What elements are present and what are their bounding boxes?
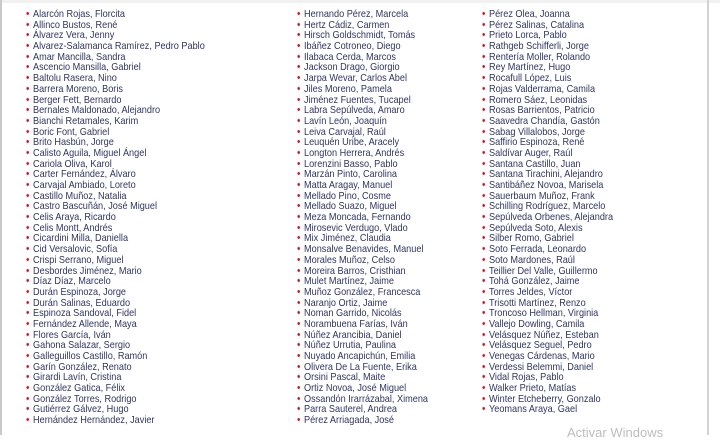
- bullet-icon: •: [296, 371, 301, 384]
- member-name: Soto Ferrada, Leonardo: [489, 244, 587, 256]
- bullet-icon: •: [25, 243, 30, 256]
- bullet-icon: •: [481, 50, 486, 63]
- bullet-icon: •: [296, 29, 301, 42]
- bullet-icon: •: [481, 136, 486, 149]
- member-name: Amar Mancilla, Sandra: [33, 51, 126, 63]
- bullet-icon: •: [481, 339, 486, 352]
- bullet-icon: •: [481, 61, 486, 74]
- bullet-icon: •: [25, 296, 30, 309]
- member-name: Calisto Aguila, Miguel Ángel: [33, 147, 147, 159]
- member-name: Espinoza Sandoval, Fidel: [33, 308, 137, 320]
- member-name: Hernández Hernández, Javier: [33, 415, 155, 427]
- bullet-icon: •: [296, 8, 301, 20]
- bullet-icon: •: [296, 350, 301, 362]
- bullet-icon: •: [481, 371, 486, 384]
- member-name: Yeomans Araya, Gael: [489, 404, 578, 416]
- member-name: Sepúlveda Soto, Alexis: [489, 222, 583, 234]
- bullet-icon: •: [296, 40, 301, 53]
- member-name: Desbordes Jiménez, Mario: [33, 265, 142, 277]
- member-name: Ascencio Mansilla, Gabriel: [33, 62, 141, 74]
- member-name: Verdessi Belemmi, Daniel: [489, 361, 594, 373]
- bullet-icon: •: [481, 179, 486, 191]
- bullet-icon: •: [481, 146, 486, 159]
- member-name: Durán Salinas, Eduardo: [33, 297, 131, 309]
- bullet-icon: •: [481, 307, 486, 320]
- member-name: Girardi Lavín, Cristina: [33, 372, 122, 384]
- bullet-icon: •: [481, 72, 486, 85]
- member-name: Boric Font, Gabriel: [33, 126, 110, 138]
- left-border: [0, 0, 2, 435]
- member-name: Meza Moncada, Fernando: [304, 212, 411, 224]
- bullet-icon: •: [296, 189, 301, 202]
- bullet-icon: •: [296, 403, 301, 416]
- bullet-icon: •: [481, 403, 486, 416]
- member-name: Jiménez Fuentes, Tucapel: [304, 94, 411, 106]
- bullet-icon: •: [481, 29, 486, 42]
- member-name: González Gatica, Félix: [33, 383, 125, 395]
- bullet-icon: •: [25, 29, 30, 42]
- member-name: Velásquez Núñez, Esteban: [489, 329, 599, 341]
- member-name: Garín González, Renato: [33, 361, 132, 373]
- member-name: Núñez Urrutia, Paulina: [304, 340, 397, 352]
- bullet-icon: •: [296, 168, 301, 181]
- member-name: Alvarez-Salamanca Ramírez, Pedro Pablo: [33, 41, 205, 53]
- bullet-icon: •: [481, 211, 486, 224]
- bullet-icon: •: [25, 18, 30, 31]
- bullet-icon: •: [481, 317, 486, 330]
- member-name: Tohá González, Jaime: [489, 276, 580, 288]
- bullet-icon: •: [296, 328, 301, 341]
- member-name: Leiva Carvajal, Raúl: [304, 126, 386, 138]
- bullet-icon: •: [25, 146, 30, 159]
- bullet-icon: •: [25, 157, 30, 170]
- member-name: Barrera Moreno, Boris: [33, 83, 123, 95]
- member-name: Parra Sauterel, Andrea: [304, 404, 398, 416]
- bullet-icon: •: [296, 253, 301, 266]
- member-name: Velásquez Seguel, Pedro: [489, 340, 592, 352]
- bullet-icon: •: [25, 125, 30, 138]
- bullet-icon: •: [296, 200, 301, 213]
- member-name: Jarpa Wevar, Carlos Abel: [304, 73, 408, 85]
- member-name: Prieto Lorca, Pablo: [489, 30, 567, 42]
- bullet-icon: •: [481, 8, 486, 20]
- name-column-1: [25, 8, 248, 427]
- member-name: Torres Jeldes, Víctor: [489, 286, 573, 298]
- bullet-icon: •: [25, 93, 30, 106]
- member-name: Castillo Muñoz, Natalia: [33, 190, 127, 202]
- member-name: Sauerbaum Muñoz, Frank: [489, 190, 595, 202]
- member-name: Ibáñez Cotroneo, Diego: [304, 41, 401, 53]
- bullet-icon: •: [481, 93, 486, 106]
- member-name: Mellado Suazo, Miguel: [304, 201, 397, 213]
- member-name: Trisotti Martínez, Renzo: [489, 297, 586, 309]
- bullet-icon: •: [481, 392, 486, 405]
- member-name: Ossandón Irarrázabal, Ximena: [304, 393, 429, 405]
- member-name: Sabag Villalobos, Jorge: [489, 126, 585, 138]
- bullet-icon: •: [25, 61, 30, 74]
- bullet-icon: •: [25, 371, 30, 384]
- member-name: Orsini Pascal, Maite: [304, 372, 386, 384]
- member-name: Bianchi Retamales, Karim: [33, 115, 139, 127]
- bullet-icon: •: [296, 339, 301, 352]
- bullet-icon: •: [296, 296, 301, 309]
- member-name: Longton Herrera, Andrés: [304, 147, 405, 159]
- bullet-icon: •: [481, 232, 486, 245]
- bullet-icon: •: [296, 125, 301, 138]
- member-name: Santana Castillo, Juan: [489, 158, 581, 170]
- member-name: Galleguillos Castillo, Ramón: [33, 351, 148, 362]
- member-name: Ortiz Novoa, José Miguel: [304, 383, 407, 395]
- bullet-icon: •: [25, 40, 30, 53]
- member-name: Nuyado Ancapichún, Emilia: [304, 351, 416, 362]
- member-name: Labra Sepúlveda, Amaro: [304, 105, 405, 117]
- bullet-icon: •: [25, 72, 30, 85]
- member-name: Mirosevic Verdugo, Vlado: [304, 222, 408, 234]
- bullet-icon: •: [481, 328, 486, 341]
- member-name: Hirsch Goldschmidt, Tomás: [304, 30, 416, 42]
- bullet-icon: •: [296, 50, 301, 63]
- bullet-icon: •: [296, 275, 301, 288]
- bullet-icon: •: [25, 50, 30, 63]
- member-name: Jiles Moreno, Pamela: [304, 83, 392, 95]
- bullet-icon: •: [481, 382, 486, 395]
- bullet-icon: •: [296, 392, 301, 405]
- member-name: Marzán Pinto, Carolina: [304, 169, 398, 181]
- bullet-icon: •: [296, 264, 301, 277]
- member-name: Rentería Moller, Rolando: [489, 51, 591, 63]
- bullet-icon: •: [25, 275, 30, 288]
- member-name: Sepúlveda Orbenes, Alejandra: [489, 212, 614, 224]
- member-name: Ilabaca Cerda, Marcos: [304, 51, 396, 63]
- member-name: Santana Tirachini, Alejandro: [489, 169, 603, 181]
- member-name: Santibáñez Novoa, Marisela: [489, 180, 604, 191]
- bullet-icon: •: [481, 18, 486, 31]
- member-name: Saavedra Chandía, Gastón: [489, 115, 600, 127]
- bullet-icon: •: [25, 264, 30, 277]
- bullet-icon: •: [25, 317, 30, 330]
- bullet-icon: •: [25, 414, 30, 427]
- member-name: Rey Martínez, Hugo: [489, 62, 571, 74]
- bullet-icon: •: [25, 232, 30, 245]
- bullet-icon: •: [296, 243, 301, 256]
- bullet-icon: •: [481, 243, 486, 256]
- member-name: Silber Romo, Gabriel: [489, 233, 574, 245]
- member-name: Leuquén Uribe, Aracely: [304, 137, 400, 149]
- bullet-icon: •: [25, 253, 30, 266]
- bullet-icon: •: [296, 18, 301, 31]
- member-name: Pérez Salinas, Catalina: [489, 19, 585, 31]
- bullet-icon: •: [296, 61, 301, 74]
- name-column-3: [481, 8, 704, 416]
- member-name: Saffirio Espinoza, René: [489, 137, 585, 149]
- bullet-icon: •: [481, 104, 486, 117]
- bullet-icon: •: [296, 232, 301, 245]
- bullet-icon: •: [481, 168, 486, 181]
- bullet-icon: •: [25, 339, 30, 352]
- bullet-icon: •: [25, 307, 30, 320]
- bullet-icon: •: [481, 221, 486, 234]
- member-name: Mulet Martínez, Jaime: [304, 276, 394, 288]
- member-name: Pérez Arriagada, José: [304, 415, 394, 427]
- member-name: Cariola Oliva, Karol: [33, 158, 112, 170]
- bullet-icon: •: [481, 125, 486, 138]
- member-name: Morales Muñoz, Celso: [304, 254, 395, 266]
- member-name: Álvarez Vera, Jenny: [33, 30, 115, 42]
- bullet-icon: •: [296, 414, 301, 427]
- bullet-icon: •: [481, 40, 486, 53]
- member-name: Carter Fernández, Álvaro: [33, 169, 136, 181]
- member-name: Rosas Barrientos, Patricio: [489, 105, 595, 117]
- member-name: Celis Montt, Andrés: [33, 222, 113, 234]
- bullet-icon: •: [296, 179, 301, 191]
- member-name: Gutiérrez Gálvez, Hugo: [33, 404, 129, 416]
- bullet-icon: •: [296, 157, 301, 170]
- member-name: Cicardini Milla, Daniella: [33, 233, 129, 245]
- member-name: González Torres, Rodrigo: [33, 393, 137, 405]
- member-name: Norambuena Farías, Iván: [304, 318, 408, 330]
- member-name: Walker Prieto, Matías: [489, 383, 577, 395]
- bullet-icon: •: [296, 307, 301, 320]
- bullet-icon: •: [296, 72, 301, 85]
- bullet-icon: •: [25, 328, 30, 341]
- bullet-icon: •: [481, 275, 486, 288]
- bullet-icon: •: [296, 82, 301, 95]
- bullet-icon: •: [481, 285, 486, 298]
- member-name: Cid Versalovic, Sofía: [33, 244, 118, 256]
- name-column-2: [296, 8, 519, 427]
- bullet-icon: •: [296, 360, 301, 373]
- member-name: Mellado Pino, Cosme: [304, 190, 391, 202]
- member-name: Carvajal Ambiado, Loreto: [33, 180, 136, 191]
- top-edge: [0, 0, 720, 3]
- bullet-icon: •: [25, 211, 30, 224]
- member-name: Pérez Olea, Joanna: [489, 9, 570, 20]
- bullet-icon: •: [481, 264, 486, 277]
- list-item: [296, 414, 493, 427]
- member-name: Soto Mardones, Raúl: [489, 254, 575, 266]
- member-name: Troncoso Hellman, Virginia: [489, 308, 599, 320]
- member-name: Allinco Bustos, René: [33, 19, 118, 31]
- member-name: Baltolu Rasera, Nino: [33, 73, 117, 85]
- member-name: Gahona Salazar, Sergio: [33, 340, 131, 352]
- member-name: Romero Sáez, Leonidas: [489, 94, 588, 106]
- member-name: Durán Espinoza, Jorge: [33, 286, 127, 298]
- member-name: Fernández Allende, Maya: [33, 318, 137, 330]
- member-name: Matta Aragay, Manuel: [304, 180, 393, 191]
- bullet-icon: •: [481, 360, 486, 373]
- bullet-icon: •: [481, 189, 486, 202]
- bullet-icon: •: [25, 136, 30, 149]
- member-name: Bernales Maldonado, Alejandro: [33, 105, 161, 117]
- list-item: [25, 414, 222, 427]
- member-name: Celis Araya, Ricardo: [33, 212, 116, 224]
- member-name: Teillier Del Valle, Guillermo: [489, 265, 598, 277]
- bullet-icon: •: [25, 360, 30, 373]
- bullet-icon: •: [296, 317, 301, 330]
- bullet-icon: •: [25, 285, 30, 298]
- member-name: Núñez Arancibia, Daniel: [304, 329, 402, 341]
- member-name: Rojas Valderrama, Camila: [489, 83, 596, 95]
- bullet-icon: •: [25, 403, 30, 416]
- bullet-icon: •: [481, 114, 486, 127]
- member-name: Brito Hasbún, Jorge: [33, 137, 114, 149]
- member-name: Monsalve Benavides, Manuel: [304, 244, 424, 256]
- bullet-icon: •: [25, 189, 30, 202]
- bullet-icon: •: [481, 200, 486, 213]
- bullet-icon: •: [296, 285, 301, 298]
- bullet-icon: •: [25, 168, 30, 181]
- bullet-icon: •: [296, 221, 301, 234]
- bullet-icon: •: [25, 221, 30, 234]
- bullet-icon: •: [481, 296, 486, 309]
- member-name: Hernando Pérez, Marcela: [304, 9, 409, 20]
- bullet-icon: •: [25, 179, 30, 191]
- member-name: Muñoz González, Francesca: [304, 286, 421, 298]
- member-name: Jackson Drago, Giorgio: [304, 62, 400, 74]
- bullet-icon: •: [296, 104, 301, 117]
- bullet-icon: •: [25, 82, 30, 95]
- member-name: Vidal Rojas, Pablo: [489, 372, 564, 384]
- member-name: Lorenzini Basso, Pablo: [304, 158, 398, 170]
- member-name: Saldívar Auger, Raúl: [489, 147, 573, 159]
- list-item: [481, 403, 678, 416]
- bullet-icon: •: [296, 382, 301, 395]
- member-name: Moreira Barros, Cristhian: [304, 265, 406, 277]
- activation-watermark: Activar Windows: [567, 425, 664, 440]
- member-name: Vallejo Dowling, Camila: [489, 318, 585, 330]
- bullet-icon: •: [25, 382, 30, 395]
- member-name: Naranjo Ortiz, Jaime: [304, 297, 388, 309]
- member-name: Schilling Rodríguez, Marcelo: [489, 201, 606, 213]
- bullet-icon: •: [481, 350, 486, 362]
- bullet-icon: •: [296, 114, 301, 127]
- member-name: Crispi Serrano, Miguel: [33, 254, 124, 266]
- bullet-icon: •: [25, 200, 30, 213]
- bullet-icon: •: [296, 146, 301, 159]
- bullet-icon: •: [25, 8, 30, 20]
- member-name: Hertz Cádiz, Carmen: [304, 19, 390, 31]
- bullet-icon: •: [296, 211, 301, 224]
- member-name: Venegas Cárdenas, Mario: [489, 351, 595, 362]
- right-border: [707, 0, 709, 435]
- member-name: Castro Bascuñán, José Miguel: [33, 201, 158, 213]
- member-name: Alarcón Rojas, Florcita: [33, 9, 125, 20]
- member-name: Rocafull López, Luis: [489, 73, 572, 85]
- bullet-icon: •: [481, 253, 486, 266]
- member-name: Mix Jiménez, Claudia: [304, 233, 391, 245]
- bullet-icon: •: [296, 93, 301, 106]
- member-name: Berger Fett, Bernardo: [33, 94, 122, 106]
- member-name: Noman Garrido, Nicolás: [304, 308, 402, 320]
- bullet-icon: •: [25, 392, 30, 405]
- bullet-icon: •: [25, 114, 30, 127]
- bullet-icon: •: [296, 136, 301, 149]
- bullet-icon: •: [25, 104, 30, 117]
- member-name: Rathgeb Schifferli, Jorge: [489, 41, 589, 53]
- bullet-icon: •: [481, 157, 486, 170]
- bullet-icon: •: [481, 82, 486, 95]
- member-name: Díaz Díaz, Marcelo: [33, 276, 111, 288]
- member-name: Winter Etcheberry, Gonzalo: [489, 393, 601, 405]
- member-name: Flores García, Iván: [33, 329, 111, 341]
- bullet-icon: •: [25, 350, 30, 362]
- member-name: Lavín León, Joaquín: [304, 115, 387, 127]
- member-name: Olivera De La Fuente, Erika: [304, 361, 417, 373]
